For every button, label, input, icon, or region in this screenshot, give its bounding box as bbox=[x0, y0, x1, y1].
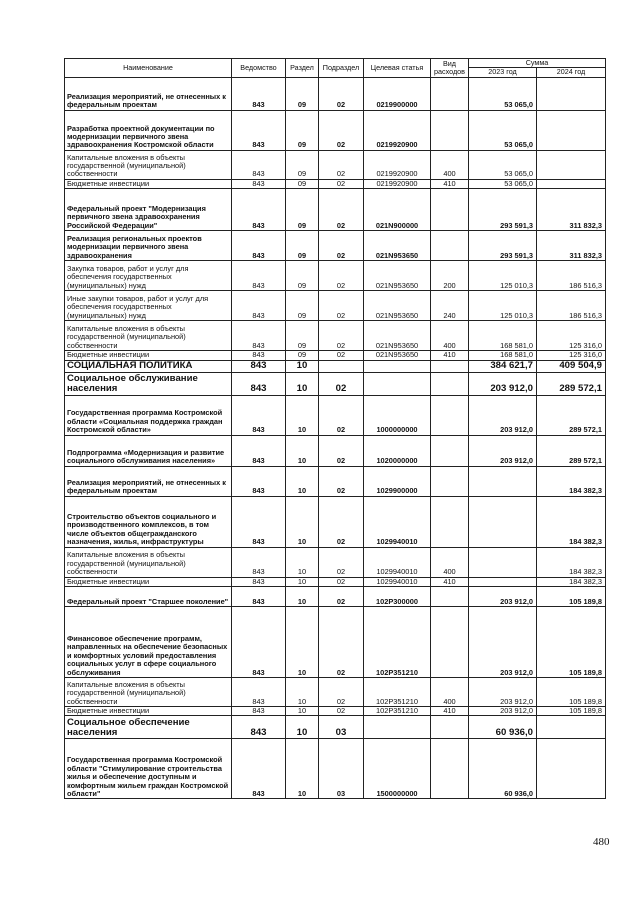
row-expense-type: 410 bbox=[431, 707, 469, 716]
row-name: Разработка проектной документации по модернизации первичного звена здравоохранения Костромской области bbox=[65, 110, 232, 150]
row-expense-type bbox=[431, 716, 469, 739]
row-razdel: 10 bbox=[286, 360, 319, 372]
row-target-article bbox=[364, 716, 431, 739]
row-razdel: 09 bbox=[286, 321, 319, 351]
table-row bbox=[65, 547, 606, 577]
row-amount-2023 bbox=[469, 547, 537, 577]
row-razdel: 09 bbox=[286, 231, 319, 261]
row-name: Финансовое обеспечение программ, направленных на обеспечение безопасных и комфортных условий предоставления социальных услуг в сфере социального обслуживания bbox=[65, 607, 232, 678]
row-target-article: 1020000000 bbox=[364, 435, 431, 466]
row-podrazdel: 02 bbox=[319, 577, 364, 586]
row-vedomstvo: 843 bbox=[232, 189, 286, 231]
row-name: Бюджетные инвестиции bbox=[65, 707, 232, 716]
row-amount-2023: 60 936,0 bbox=[469, 739, 537, 799]
table-row bbox=[65, 739, 606, 799]
row-amount-2024: 184 382,3 bbox=[537, 577, 606, 586]
table-row bbox=[65, 179, 606, 188]
row-expense-type: 410 bbox=[431, 179, 469, 188]
table-row bbox=[65, 291, 606, 321]
row-amount-2024: 105 189,8 bbox=[537, 678, 606, 707]
row-vedomstvo: 843 bbox=[232, 466, 286, 496]
row-expense-type: 240 bbox=[431, 291, 469, 321]
row-amount-2024: 105 189,8 bbox=[537, 607, 606, 678]
row-amount-2024: 105 189,8 bbox=[537, 707, 606, 716]
row-name: Бюджетные инвестиции bbox=[65, 577, 232, 586]
row-amount-2023: 293 591,3 bbox=[469, 231, 537, 261]
row-expense-type: 200 bbox=[431, 261, 469, 291]
row-expense-type bbox=[431, 587, 469, 607]
row-amount-2024: 186 516,3 bbox=[537, 261, 606, 291]
row-vedomstvo: 843 bbox=[232, 351, 286, 360]
row-amount-2024: 105 189,8 bbox=[537, 587, 606, 607]
row-expense-type bbox=[431, 466, 469, 496]
row-vedomstvo: 843 bbox=[232, 395, 286, 435]
row-amount-2024: 289 572,1 bbox=[537, 372, 606, 395]
row-amount-2024 bbox=[537, 716, 606, 739]
row-expense-type: 400 bbox=[431, 547, 469, 577]
row-expense-type: 400 bbox=[431, 678, 469, 707]
row-expense-type bbox=[431, 231, 469, 261]
table-row bbox=[65, 372, 606, 395]
row-amount-2024: 289 572,1 bbox=[537, 435, 606, 466]
row-vedomstvo: 843 bbox=[232, 231, 286, 261]
row-target-article bbox=[364, 360, 431, 372]
row-razdel: 10 bbox=[286, 716, 319, 739]
row-amount-2024: 311 832,3 bbox=[537, 189, 606, 231]
row-podrazdel: 02 bbox=[319, 321, 364, 351]
row-amount-2023: 125 010,3 bbox=[469, 261, 537, 291]
row-vedomstvo: 843 bbox=[232, 577, 286, 586]
row-podrazdel bbox=[319, 360, 364, 372]
row-target-article bbox=[364, 372, 431, 395]
row-target-article: 102P351210 bbox=[364, 707, 431, 716]
row-razdel: 09 bbox=[286, 179, 319, 188]
row-amount-2024 bbox=[537, 179, 606, 188]
row-name: Социальное обеспечение населения bbox=[65, 716, 232, 739]
row-vedomstvo: 843 bbox=[232, 739, 286, 799]
table-row bbox=[65, 435, 606, 466]
row-vedomstvo: 843 bbox=[232, 496, 286, 547]
row-razdel: 09 bbox=[286, 261, 319, 291]
row-amount-2023: 168 581,0 bbox=[469, 321, 537, 351]
row-amount-2024 bbox=[537, 150, 606, 179]
row-target-article: 021N953650 bbox=[364, 351, 431, 360]
row-target-article: 1029900000 bbox=[364, 466, 431, 496]
row-name: Реализация региональных проектов модернизации первичного звена здравоохранения bbox=[65, 231, 232, 261]
row-podrazdel: 02 bbox=[319, 496, 364, 547]
row-vedomstvo: 843 bbox=[232, 291, 286, 321]
row-amount-2024 bbox=[537, 77, 606, 110]
header-year-2024: 2024 год bbox=[537, 68, 606, 77]
row-name: Строительство объектов социального и производственного комплексов, в том числе объектов общегражданского назначения, жилья, инфраструктуры bbox=[65, 496, 232, 547]
row-name: Реализация мероприятий, не отнесенных к федеральным проектам bbox=[65, 77, 232, 110]
table-row bbox=[65, 360, 606, 372]
row-target-article: 102P351210 bbox=[364, 607, 431, 678]
row-expense-type bbox=[431, 496, 469, 547]
row-expense-type: 410 bbox=[431, 351, 469, 360]
header-vedomstvo: Ведомство bbox=[232, 59, 286, 78]
row-razdel: 09 bbox=[286, 150, 319, 179]
row-name: Капитальные вложения в объекты государственной (муниципальной) собственности bbox=[65, 547, 232, 577]
row-podrazdel: 02 bbox=[319, 351, 364, 360]
page-number: 480 bbox=[593, 836, 610, 848]
table-row bbox=[65, 77, 606, 110]
header-podrazdel: Подраздел bbox=[319, 59, 364, 78]
row-amount-2023 bbox=[469, 577, 537, 586]
row-name: Государственная программа Костромской области «Социальная поддержка граждан Костромской области» bbox=[65, 395, 232, 435]
row-expense-type bbox=[431, 189, 469, 231]
header-razdel: Раздел bbox=[286, 59, 319, 78]
row-razdel: 10 bbox=[286, 707, 319, 716]
row-name: Подпрограмма «Модернизация и развитие социального обслуживания населения» bbox=[65, 435, 232, 466]
row-vedomstvo: 843 bbox=[232, 321, 286, 351]
row-vedomstvo: 843 bbox=[232, 150, 286, 179]
row-target-article: 1000000000 bbox=[364, 395, 431, 435]
row-name: СОЦИАЛЬНАЯ ПОЛИТИКА bbox=[65, 360, 232, 372]
row-razdel: 10 bbox=[286, 587, 319, 607]
row-amount-2023: 203 912,0 bbox=[469, 587, 537, 607]
row-podrazdel: 02 bbox=[319, 150, 364, 179]
row-target-article: 021N953650 bbox=[364, 321, 431, 351]
row-amount-2024: 311 832,3 bbox=[537, 231, 606, 261]
row-razdel: 10 bbox=[286, 372, 319, 395]
row-podrazdel: 02 bbox=[319, 435, 364, 466]
row-razdel: 10 bbox=[286, 739, 319, 799]
row-expense-type: 400 bbox=[431, 321, 469, 351]
row-vedomstvo: 843 bbox=[232, 179, 286, 188]
row-amount-2023: 203 912,0 bbox=[469, 678, 537, 707]
row-name: Федеральный проект "Старшее поколение" bbox=[65, 587, 232, 607]
row-podrazdel: 02 bbox=[319, 607, 364, 678]
row-podrazdel: 02 bbox=[319, 189, 364, 231]
table-row bbox=[65, 587, 606, 607]
row-razdel: 10 bbox=[286, 466, 319, 496]
table-body bbox=[65, 77, 606, 799]
row-name: Реализация мероприятий, не отнесенных к федеральным проектам bbox=[65, 466, 232, 496]
row-amount-2023: 60 936,0 bbox=[469, 716, 537, 739]
header-year-2023: 2023 год bbox=[469, 68, 537, 77]
row-name: Капитальные вложения в объекты государственной (муниципальной) собственности bbox=[65, 150, 232, 179]
row-amount-2023: 53 065,0 bbox=[469, 77, 537, 110]
table-row bbox=[65, 395, 606, 435]
row-podrazdel: 02 bbox=[319, 466, 364, 496]
row-target-article: 021N900000 bbox=[364, 189, 431, 231]
row-name: Капитальные вложения в объекты государственной (муниципальной) собственности bbox=[65, 321, 232, 351]
row-amount-2024: 125 316,0 bbox=[537, 351, 606, 360]
row-razdel: 10 bbox=[286, 395, 319, 435]
row-vedomstvo: 843 bbox=[232, 360, 286, 372]
row-razdel: 10 bbox=[286, 496, 319, 547]
row-podrazdel: 02 bbox=[319, 372, 364, 395]
row-name: Иные закупки товаров, работ и услуг для обеспечения государственных (муниципальных) нужд bbox=[65, 291, 232, 321]
row-expense-type: 410 bbox=[431, 577, 469, 586]
row-amount-2023: 203 912,0 bbox=[469, 707, 537, 716]
row-target-article: 0219920900 bbox=[364, 179, 431, 188]
row-amount-2023: 53 065,0 bbox=[469, 110, 537, 150]
row-vedomstvo: 843 bbox=[232, 547, 286, 577]
row-name: Закупка товаров, работ и услуг для обеспечения государственных (муниципальных) нужд bbox=[65, 261, 232, 291]
row-podrazdel: 02 bbox=[319, 77, 364, 110]
row-amount-2024 bbox=[537, 110, 606, 150]
header-name: Наименование bbox=[65, 59, 232, 78]
row-vedomstvo: 843 bbox=[232, 110, 286, 150]
row-expense-type bbox=[431, 435, 469, 466]
row-amount-2024: 409 504,9 bbox=[537, 360, 606, 372]
row-podrazdel: 02 bbox=[319, 587, 364, 607]
row-podrazdel: 02 bbox=[319, 707, 364, 716]
table-row bbox=[65, 231, 606, 261]
row-amount-2024: 289 572,1 bbox=[537, 395, 606, 435]
table-row bbox=[65, 110, 606, 150]
row-target-article: 021N953650 bbox=[364, 231, 431, 261]
row-razdel: 09 bbox=[286, 291, 319, 321]
row-target-article: 1029940010 bbox=[364, 577, 431, 586]
row-amount-2024: 186 516,3 bbox=[537, 291, 606, 321]
row-razdel: 09 bbox=[286, 110, 319, 150]
row-expense-type bbox=[431, 395, 469, 435]
row-target-article: 0219920900 bbox=[364, 110, 431, 150]
table-row bbox=[65, 189, 606, 231]
table-row bbox=[65, 577, 606, 586]
row-amount-2023 bbox=[469, 466, 537, 496]
row-razdel: 10 bbox=[286, 435, 319, 466]
row-amount-2023: 203 912,0 bbox=[469, 607, 537, 678]
row-target-article: 021N953650 bbox=[364, 291, 431, 321]
row-target-article: 102P300000 bbox=[364, 587, 431, 607]
table-row bbox=[65, 678, 606, 707]
row-expense-type bbox=[431, 372, 469, 395]
row-vedomstvo: 843 bbox=[232, 607, 286, 678]
row-expense-type: 400 bbox=[431, 150, 469, 179]
row-amount-2023: 293 591,3 bbox=[469, 189, 537, 231]
row-razdel: 09 bbox=[286, 77, 319, 110]
row-amount-2023: 125 010,3 bbox=[469, 291, 537, 321]
row-podrazdel: 02 bbox=[319, 261, 364, 291]
header-target-article: Целевая статья bbox=[364, 59, 431, 78]
row-name: Бюджетные инвестиции bbox=[65, 351, 232, 360]
row-podrazdel: 03 bbox=[319, 739, 364, 799]
row-vedomstvo: 843 bbox=[232, 707, 286, 716]
row-razdel: 09 bbox=[286, 351, 319, 360]
row-name: Социальное обслуживание населения bbox=[65, 372, 232, 395]
row-podrazdel: 02 bbox=[319, 179, 364, 188]
table-row bbox=[65, 261, 606, 291]
row-amount-2023: 203 912,0 bbox=[469, 372, 537, 395]
row-target-article: 021N953650 bbox=[364, 261, 431, 291]
header-expense-type: Вид расходов bbox=[431, 59, 469, 78]
row-podrazdel: 03 bbox=[319, 716, 364, 739]
row-target-article: 0219900000 bbox=[364, 77, 431, 110]
row-amount-2024: 184 382,3 bbox=[537, 547, 606, 577]
row-expense-type bbox=[431, 360, 469, 372]
row-amount-2023: 53 065,0 bbox=[469, 179, 537, 188]
row-target-article: 102P351210 bbox=[364, 678, 431, 707]
row-razdel: 10 bbox=[286, 607, 319, 678]
budget-table bbox=[64, 58, 606, 799]
row-razdel: 10 bbox=[286, 678, 319, 707]
row-podrazdel: 02 bbox=[319, 547, 364, 577]
row-target-article: 1029940010 bbox=[364, 496, 431, 547]
row-expense-type bbox=[431, 607, 469, 678]
row-amount-2024: 184 382,3 bbox=[537, 496, 606, 547]
row-name: Бюджетные инвестиции bbox=[65, 179, 232, 188]
table-row bbox=[65, 496, 606, 547]
row-vedomstvo: 843 bbox=[232, 372, 286, 395]
row-amount-2024 bbox=[537, 739, 606, 799]
row-amount-2023: 203 912,0 bbox=[469, 435, 537, 466]
table-row bbox=[65, 716, 606, 739]
budget-table-container bbox=[64, 58, 605, 799]
row-name: Капитальные вложения в объекты государственной (муниципальной) собственности bbox=[65, 678, 232, 707]
row-amount-2024: 184 382,3 bbox=[537, 466, 606, 496]
row-amount-2023: 203 912,0 bbox=[469, 395, 537, 435]
row-razdel: 10 bbox=[286, 577, 319, 586]
row-vedomstvo: 843 bbox=[232, 716, 286, 739]
row-amount-2023: 384 621,7 bbox=[469, 360, 537, 372]
row-vedomstvo: 843 bbox=[232, 261, 286, 291]
row-razdel: 10 bbox=[286, 547, 319, 577]
row-name: Федеральный проект "Модернизация первичного звена здравоохранения Российской Федерации" bbox=[65, 189, 232, 231]
table-row bbox=[65, 607, 606, 678]
row-name: Государственная программа Костромской области "Стимулирование строительства жилья и обеспечение доступным и комфортным жильем граждан Костромской области" bbox=[65, 739, 232, 799]
row-expense-type bbox=[431, 77, 469, 110]
row-amount-2024: 125 316,0 bbox=[537, 321, 606, 351]
row-vedomstvo: 843 bbox=[232, 77, 286, 110]
table-row bbox=[65, 707, 606, 716]
row-vedomstvo: 843 bbox=[232, 435, 286, 466]
row-vedomstvo: 843 bbox=[232, 587, 286, 607]
header-sum: Сумма bbox=[469, 59, 606, 68]
row-amount-2023 bbox=[469, 496, 537, 547]
row-amount-2023: 53 065,0 bbox=[469, 150, 537, 179]
row-podrazdel: 02 bbox=[319, 678, 364, 707]
row-podrazdel: 02 bbox=[319, 395, 364, 435]
row-target-article: 0219920900 bbox=[364, 150, 431, 179]
row-podrazdel: 02 bbox=[319, 291, 364, 321]
table-row bbox=[65, 466, 606, 496]
row-target-article: 1500000000 bbox=[364, 739, 431, 799]
table-row bbox=[65, 351, 606, 360]
row-vedomstvo: 843 bbox=[232, 678, 286, 707]
row-expense-type bbox=[431, 739, 469, 799]
row-amount-2023: 168 581,0 bbox=[469, 351, 537, 360]
table-row bbox=[65, 321, 606, 351]
row-podrazdel: 02 bbox=[319, 110, 364, 150]
row-target-article: 1029940010 bbox=[364, 547, 431, 577]
row-razdel: 09 bbox=[286, 189, 319, 231]
row-expense-type bbox=[431, 110, 469, 150]
table-row bbox=[65, 150, 606, 179]
row-podrazdel: 02 bbox=[319, 231, 364, 261]
